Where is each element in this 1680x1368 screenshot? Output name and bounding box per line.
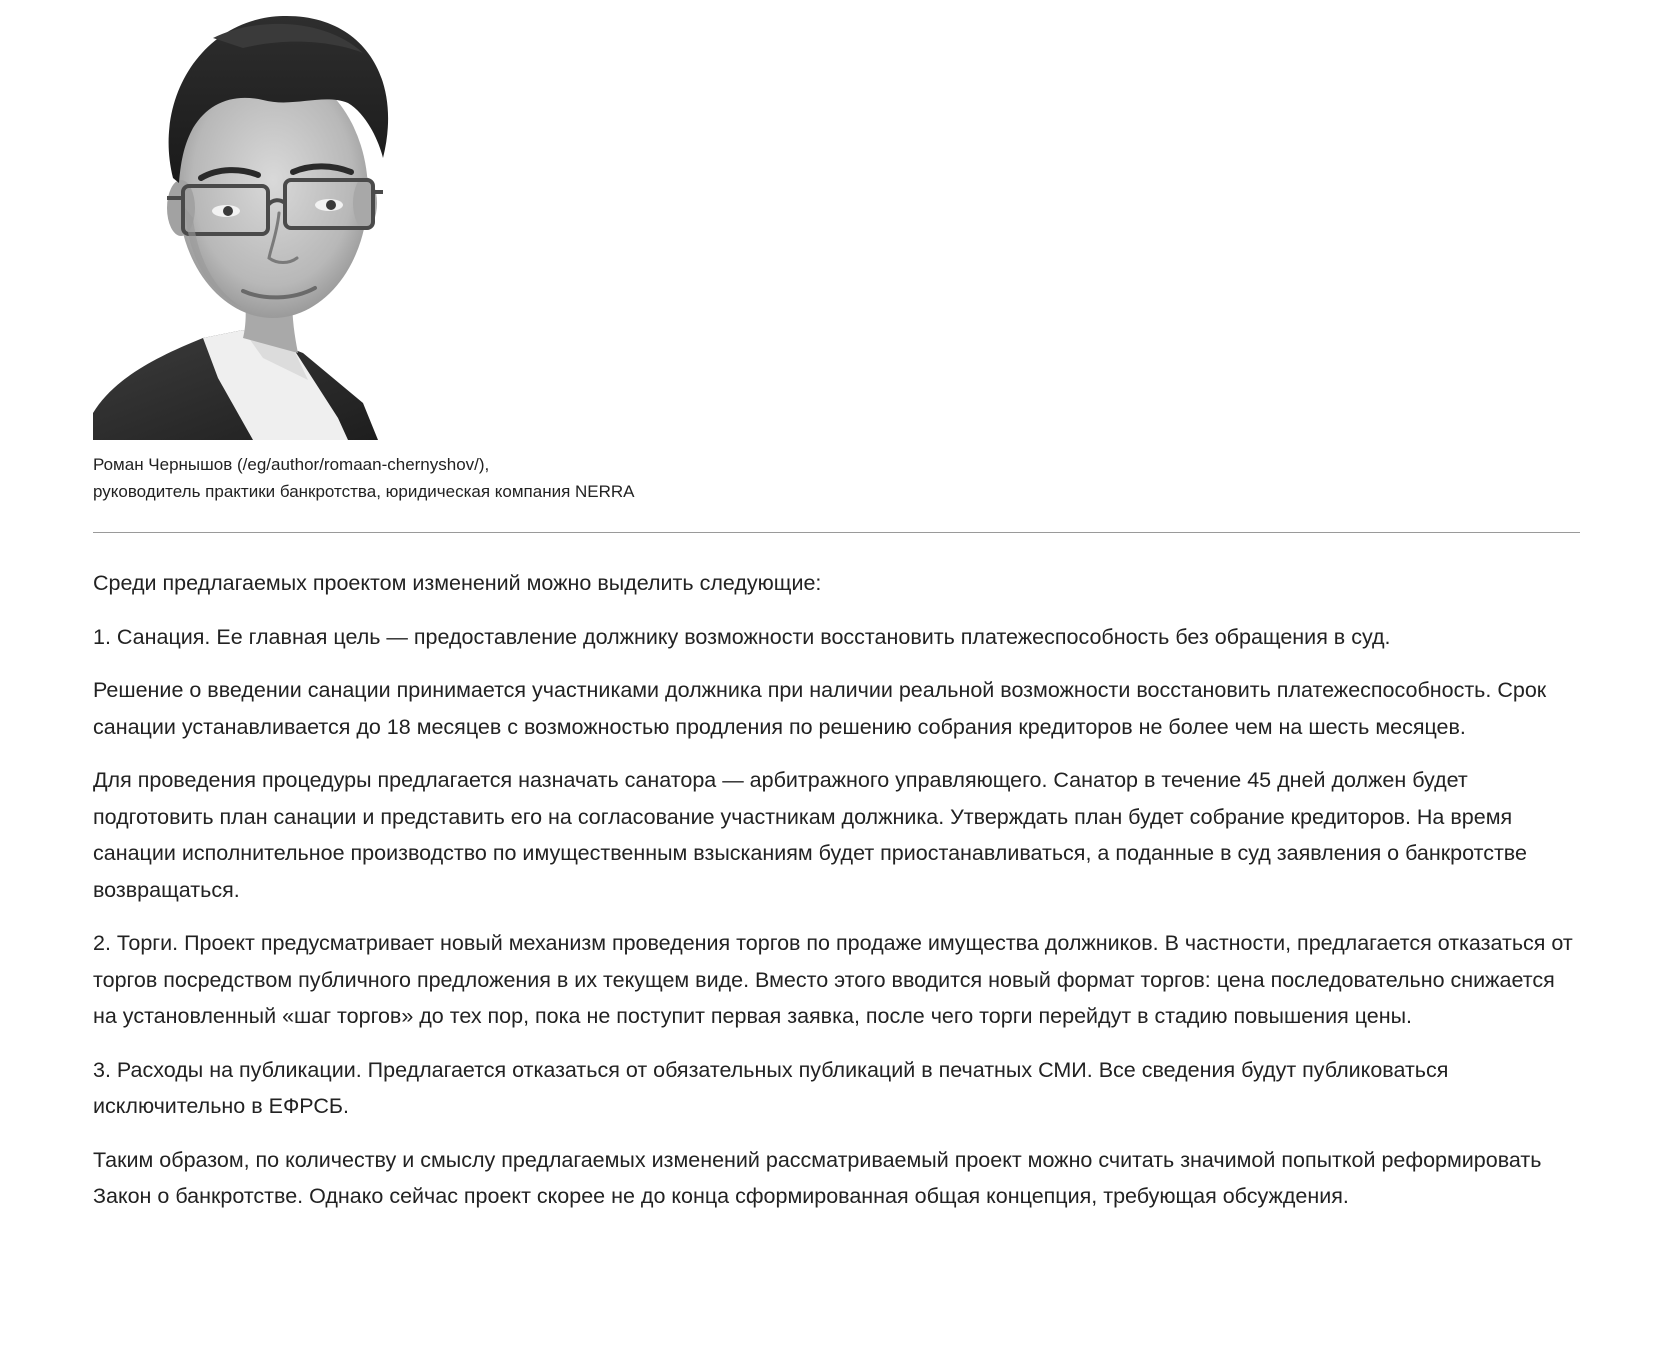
article-paragraph: 3. Расходы на публикации. Предлагается отказаться от обязательных публикаций в печатных СМИ. Все сведения будут публиковаться исключительно в ЕФРСБ. — [93, 1057, 1449, 1118]
article-paragraph: 1. Санация. Ее главная цель — предоставление должнику возможности восстановить платежеспособность без обращения в суд. — [93, 624, 1391, 649]
article-paragraph: Для проведения процедуры предлагается назначать санатора — арбитражного управляющего. Санатор в течение 45 дней должен будет подготовить план санации и представить его на согласование участникам должника. Утверждать план будет собрание кредиторов. На время санации исполнительное производство по имущественным взысканиям будет приостанавливаться, а поданные в суд заявления о банкротстве возвращаться. — [93, 768, 1527, 902]
article-body — [93, 565, 1581, 1232]
article-page — [93, 0, 1581, 1208]
author-title: руководитель практики банкротства, юридическая компания NERRA — [93, 482, 635, 501]
article-paragraph: Решение о введении санации принимается участниками должника при наличии реальной возможности восстановить платежеспособность. Срок санации устанавливается до 18 месяцев с возможностью продления по решению собрания кредиторов не более чем на шесть месяцев. — [93, 678, 1547, 739]
divider — [93, 532, 1580, 533]
author-portrait — [93, 8, 433, 440]
author-name: Роман Чернышов (/eg/author/romaan-chernyshov/), — [93, 455, 490, 474]
article-paragraph: Таким образом, по количеству и смыслу предлагаемых изменений рассматриваемый проект можно считать значимой попыткой реформировать Закон о банкротстве. Однако сейчас проект скорее не до конца сформированная общая концепция, требующая обсуждения. — [93, 1147, 1542, 1208]
author-block — [93, 0, 1581, 530]
article-paragraph: Среди предлагаемых проектом изменений можно выделить следующие: — [93, 571, 822, 595]
author-caption — [93, 451, 635, 505]
article-paragraph: 2. Торги. Проект предусматривает новый механизм проведения торгов по продаже имущества должников. В частности, предлагается отказаться от торгов посредством публичного предложения в их текущем виде. Вместо этого вводится новый формат торгов: цена последовательно снижается на установленный «шаг торгов» до тех пор, пока не поступит первая заявка, после чего торги перейдут в стадию повышения цены. — [93, 931, 1573, 1028]
